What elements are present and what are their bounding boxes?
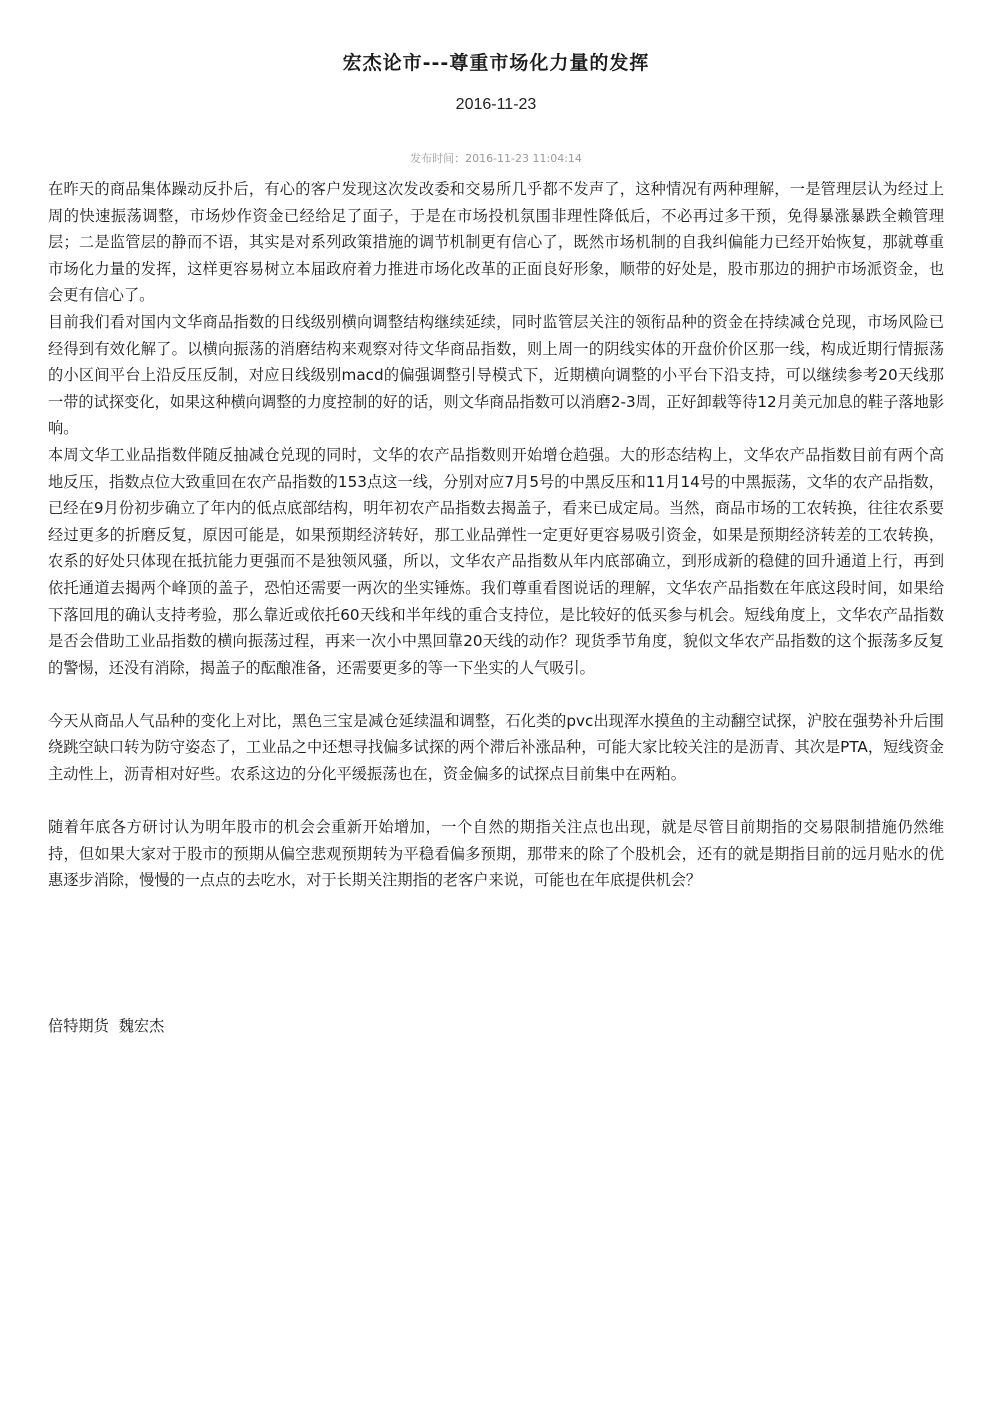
paragraph: 今天从商品人气品种的变化上对比，黑色三宝是减仓延续温和调整，石化类的pvc出现浑水摸鱼的主动翻空试探，沪胶在强势补升后围绕跳空缺口转为防守姿态了，工业品之中还想寻找偏多试探的两个滞后补涨品种，可能大家比较关注的是沥青、其次是PTA，短线资金主动性上，沥青相对好些。农系这边的分化平缓振荡也在，资金偏多的试探点目前集中在两粕。 xyxy=(48,711,944,784)
article-body xyxy=(48,176,944,894)
paragraph: 在昨天的商品集体躁动反扑后，有心的客户发现这次发改委和交易所几乎都不发声了，这种情况有两种理解，一是管理层认为经过上周的快速振荡调整，市场炒作资金已经给足了面子，于是在市场投机氛围非理性降低后，不必再过多干预，免得暴涨暴跌全赖管理层；二是监管层的静而不语，其实是对系列政策措施的调节机制更有信心了，既然市场机制的自我纠偏能力已经开始恢复，那就尊重市场化力量的发挥，这样更容易树立本届政府着力推进市场化改革的正面良好形象，顺带的好处是，股市那边的拥护市场派资金，也会更有信心了。 xyxy=(48,180,944,305)
signature xyxy=(48,1013,164,1040)
document-date: 2016-11-23 xyxy=(455,96,537,113)
paragraph: 目前我们看对国内文华商品指数的日线级别横向调整结构继续延续，同时监管层关注的领衔品种的资金在持续减仓兑现，市场风险已经得到有效化解了。以横向振荡的消磨结构来观察对待文华商品指数，则上周一的阴线实体的开盘价价区那一线，构成近期行情振荡的小区间平台上沿反压反制，对应日线级别macd的偏强调整引导模式下，近期横向调整的小平台下沿支持，可以继续参考20天线那一带的试探变化，如果这种横向调整的力度控制的好的话，则文华商品指数可以消磨2-3周，正好卸载等待12月美元加息的鞋子落地影响。 xyxy=(48,312,944,438)
paragraph: 本周文华工业品指数伴随反抽减仓兑现的同时，文华的农产品指数则开始增仓趋强。大的形态结构上，文华农产品指数目前有两个高地反压，指数点位大致重回在农产品指数的153点这一线，分别对应7月5号的中黑反压和11月14号的中黑振荡，文华的农产品指数，已经在9月份初步确立了年内的低点底部结构，明年初农产品指数去揭盖子，看来已成定局。当然，商品市场的工农转换，往往农系要经过更多的折磨反复，原因可能是，如果预期经济转好，那工业品弹性一定更好更容易吸引资金，如果是预期经济转差的工农转换，农系的好处只体现在抵抗能力更强而不是独领风骚，所以，文华农产品指数从年内底部确立，到形成新的稳健的回升通道上行，再到依托通道去揭两个峰顶的盖子，恐怕还需要一两次的坐实锤炼。我们尊重看图说话的理解，文华农产品指数在年底这段时间，如果给下落回甩的确认支持考验，那么靠近或依托60天线和半年线的重合支持位，是比较好的低买参与机会。短线角度上，文华农产品指数是否会借助工业品指数的横向振荡过程，再来一次小中黑回靠20天线的动作？现货季节角度，貌似文华农产品指数的这个振荡多反复的警惕，还没有消除，揭盖子的酝酿准备，还需要更多的等一下坐实的人气吸引。 xyxy=(48,445,944,677)
signature-author: 魏宏杰 xyxy=(118,1017,165,1035)
signature-company: 倍特期货 xyxy=(48,1017,109,1035)
document-title: 宏杰论市---尊重市场化力量的发挥 xyxy=(342,52,650,74)
paragraph: 随着年底各方研讨认为明年股市的机会会重新开始增加，一个自然的期指关注点也出现，就是尽管目前期指的交易限制措施仍然维持，但如果大家对于股市的预期从偏空悲观预期转为平稳看偏多预期，那带来的除了个股机会，还有的就是期指目前的远月贴水的优惠逐步消除，慢慢的一点点的去吃水，对于长期关注期指的老客户来说，可能也在年底提供机会？ xyxy=(48,818,944,890)
publish-time: 发布时间：2016-11-23 11:04:14 xyxy=(410,152,582,165)
